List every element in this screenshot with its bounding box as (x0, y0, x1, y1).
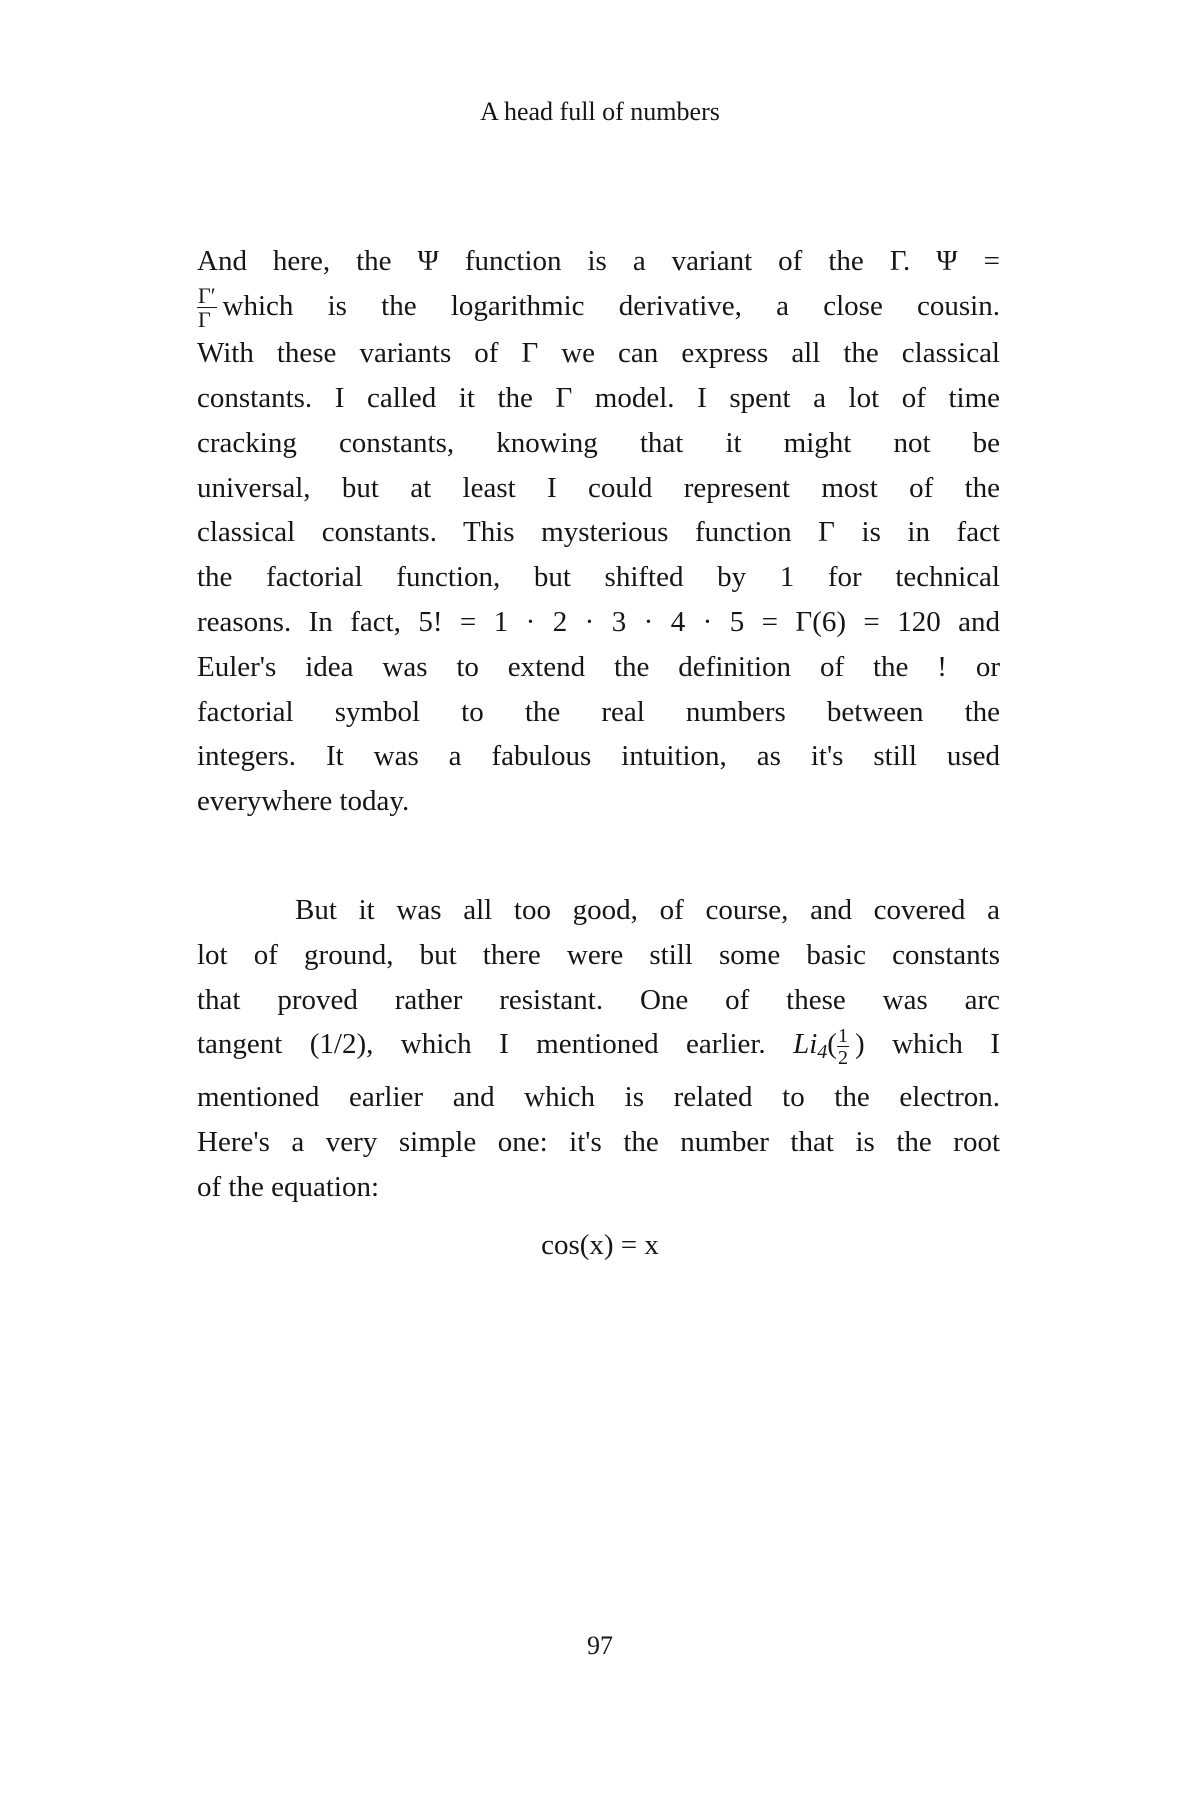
text-line: But it was all too good, of course, and covered a (295, 894, 1000, 926)
text-run: which is the logarithmic derivative, a close cousin. (222, 289, 1000, 322)
paragraph-resistant-constants (197, 888, 1000, 1210)
fraction-gamma-prime-over-gamma (197, 285, 217, 331)
page-number: 97 (587, 1631, 613, 1660)
text-line: everywhere today. (197, 785, 410, 818)
text-line: of the equation: (197, 1170, 380, 1203)
text-line: universal, but at least I could represent most of the (197, 471, 1000, 504)
text-run: which I (892, 1028, 1001, 1061)
polylog-order: 4 (817, 1041, 828, 1064)
fraction-denominator: Γ (198, 307, 211, 333)
equation-cos-x-equals-x: cos(x) = x (541, 1229, 659, 1261)
text-line: cracking constants, knowing that it might not be (197, 426, 1000, 459)
text-line: constants. I called it the Γ model. I spent a lot of time (197, 381, 1000, 414)
text-line: factorial symbol to the real numbers between the (197, 695, 1000, 728)
text-line: the factorial function, but shifted by 1 for technical (197, 561, 1000, 594)
text-line: classical constants. This mysterious function Γ is in fact (197, 516, 1000, 549)
text-line (197, 1022, 1000, 1075)
text-line: With these variants of Γ we can express all the classical (197, 337, 1000, 370)
polylog-symbol: Li (793, 1028, 818, 1061)
text-line: And here, the Ψ function is a variant of the Γ. Ψ = (197, 245, 1000, 277)
close-paren: ) (854, 1028, 865, 1061)
polylog-expression (793, 1024, 865, 1069)
running-header: A head full of numbers (480, 97, 720, 126)
text-line: integers. It was a fabulous intuition, as it's still used (197, 740, 1000, 773)
text-line: reasons. In fact, 5! = 1 · 2 · 3 · 4 · 5 = Γ(6) = 120 and (197, 605, 1000, 638)
fraction-numerator: 1 (837, 1024, 848, 1047)
fraction-one-half (837, 1026, 849, 1068)
open-paren: ( (827, 1028, 837, 1061)
text-line: Euler's idea was to extend the definition of the ! or (197, 650, 1000, 683)
text-line (197, 284, 1000, 331)
text-run: tangent (1/2), which I mentioned earlier. (197, 1028, 766, 1061)
fraction-denominator: 2 (837, 1046, 848, 1069)
fraction-numerator: Γ′ (198, 283, 216, 309)
text-line: lot of ground, but there were still some basic constants (197, 938, 1000, 971)
text-line: mentioned earlier and which is related to the electron. (197, 1081, 1000, 1114)
text-line: that proved rather resistant. One of these was arc (197, 983, 1000, 1016)
text-line: Here's a very simple one: it's the number that is the root (197, 1125, 1000, 1158)
paragraph-gamma-model (197, 239, 1000, 824)
